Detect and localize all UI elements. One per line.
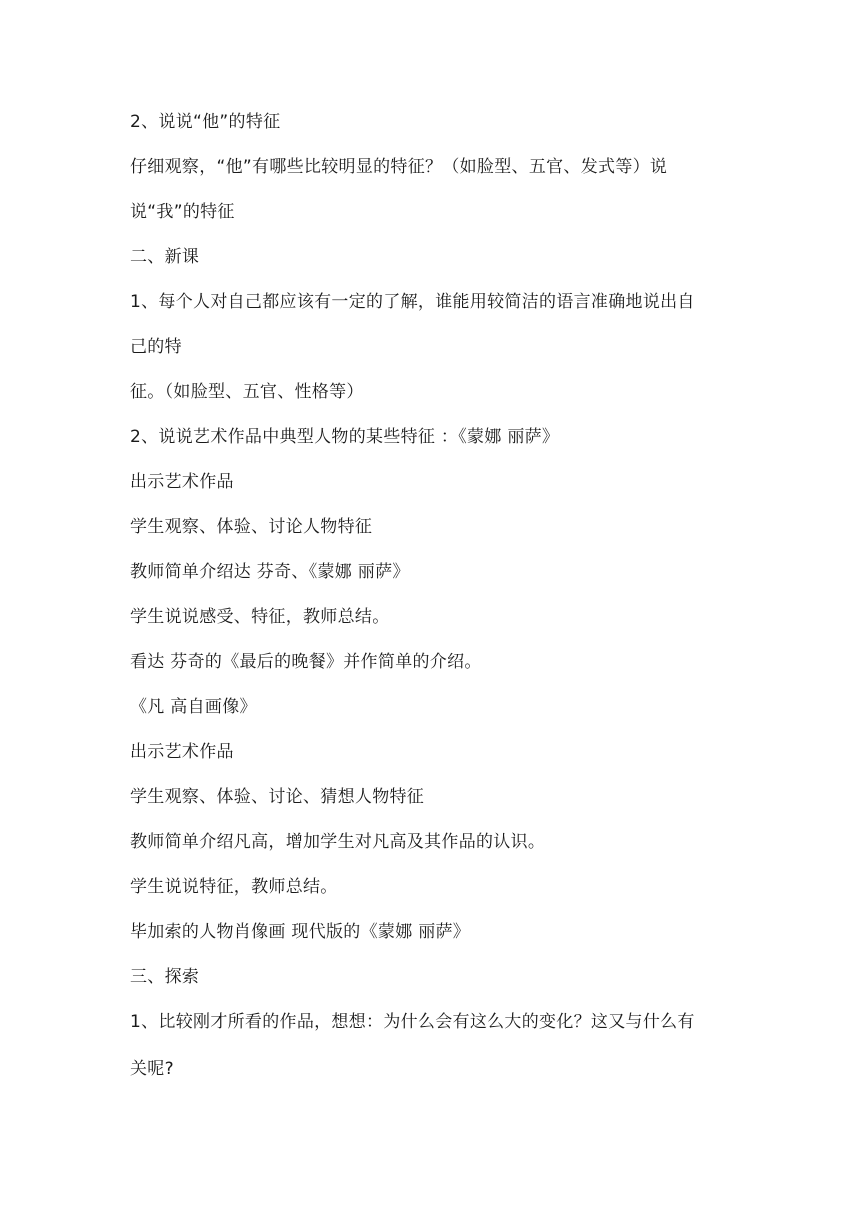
- paragraph-line: 关呢?: [130, 1059, 174, 1079]
- paragraph-line: 2、说说艺术作品中典型人物的某些特征 ：《蒙娜 丽萨》: [130, 427, 560, 447]
- paragraph-line: 己的特: [130, 337, 182, 357]
- section-heading-explore: 三、探索: [130, 967, 200, 987]
- paragraph-line: 学生说说感受、特征，教师总结。: [130, 607, 390, 627]
- paragraph-line: 看达 芬奇的《最后的晚餐》并作简单的介绍。: [130, 652, 482, 672]
- paragraph-line: 教师简单介绍达 芬奇、《蒙娜 丽萨》: [130, 562, 410, 582]
- paragraph-line: 1、比较刚才所看的作品，想想：为什么会有这么大的变化？这又与什么有: [130, 1012, 695, 1032]
- paragraph-line: 仔细观察，“他”有哪些比较明显的特征？（如脸型、五官、发式等）说: [130, 157, 668, 177]
- paragraph-line: 出示艺术作品: [130, 742, 234, 762]
- paragraph-line: 征。（如脸型、五官、性格等）: [130, 382, 364, 402]
- paragraph-line: 学生说说特征，教师总结。: [130, 877, 338, 897]
- paragraph-line: 1、每个人对自己都应该有一定的了解，谁能用较简洁的语言准确地说出自: [130, 292, 695, 312]
- paragraph-line: 说“我”的特征: [130, 202, 235, 222]
- paragraph-line: 出示艺术作品: [130, 472, 234, 492]
- section-heading-describe-him: 2、说说“他”的特征: [130, 112, 281, 132]
- paragraph-line: 《凡 高自画像》: [130, 697, 257, 717]
- paragraph-line: 教师简单介绍凡高，增加学生对凡高及其作品的认识。: [130, 832, 546, 852]
- document-body: [130, 112, 740, 1079]
- section-heading-new-lesson: 二、新课: [130, 247, 200, 267]
- paragraph-line: 学生观察、体验、讨论、猜想人物特征: [130, 787, 425, 807]
- paragraph-line: 学生观察、体验、讨论人物特征: [130, 517, 373, 537]
- paragraph-line: 毕加索的人物肖像画 现代版的《蒙娜 丽萨》: [130, 922, 471, 942]
